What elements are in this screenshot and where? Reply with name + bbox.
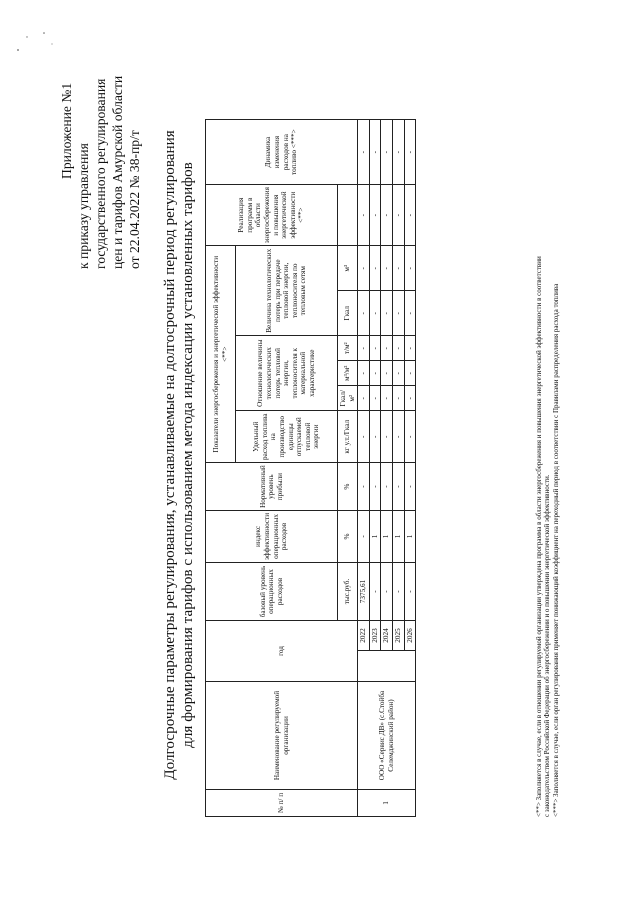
loss-volume-cell: - <box>358 246 370 291</box>
base-cell: - <box>381 563 393 621</box>
ratio-heat-cell: - <box>369 386 381 411</box>
dynamics-cell: - <box>381 120 393 185</box>
profit-cell: - <box>392 463 404 511</box>
appendix-title: Приложение №1 <box>59 82 74 179</box>
profit-cell: - <box>404 463 416 511</box>
loss-heat-cell: - <box>392 291 404 336</box>
loss-heat-cell: - <box>404 291 416 336</box>
profit-cell: - <box>381 463 393 511</box>
ratio-mass-cell: - <box>369 336 381 361</box>
ratio-mass-cell: - <box>392 336 404 361</box>
base-cell: - <box>369 563 381 621</box>
loss-volume-cell: - <box>381 246 393 291</box>
header-fuel-rate: Удельный расход топлива на производство единицы отпускаемой тепловой энергии <box>236 411 338 463</box>
dynamics-cell: - <box>358 120 370 185</box>
ratio-volume-cell: - <box>381 361 393 386</box>
scan-speck <box>51 43 52 44</box>
year-cell: 2023 <box>369 621 381 651</box>
unit-fuel: кг у.т./Гкал <box>338 411 358 463</box>
scan-speck <box>17 49 19 51</box>
header-organization: Наименование регулируемой организации <box>206 682 358 790</box>
fuel-cell: - <box>381 411 393 463</box>
index-cell: 1 <box>369 510 381 562</box>
ratio-volume-cell: - <box>392 361 404 386</box>
year-cell: 2026 <box>404 621 416 651</box>
program-cell: - <box>392 185 404 246</box>
unit-index: % <box>338 510 358 562</box>
dynamics-cell: - <box>404 120 416 185</box>
unit-loss-volume: м³ <box>338 246 358 291</box>
index-cell: 1 <box>404 510 416 562</box>
program-cell: - <box>358 185 370 246</box>
unit-ratio-heat: Гкал/м² <box>338 386 358 411</box>
unit-ratio-volume: м³/м² <box>338 361 358 386</box>
scan-speck <box>26 36 27 37</box>
appendix-ref-line: цен и тарифов Амурской области <box>110 75 125 269</box>
header-profit-level: Нормативный уровень прибыли <box>206 463 338 511</box>
ratio-mass-cell: - <box>358 336 370 361</box>
ratio-volume-cell: - <box>404 361 416 386</box>
header-year: год <box>206 621 358 682</box>
appendix-ref-line: государственного регулирования <box>93 78 108 269</box>
base-cell: - <box>392 563 404 621</box>
dynamics-cell: - <box>392 120 404 185</box>
program-cell: - <box>369 185 381 246</box>
header-base-opex: базовый уровень операционных расходов <box>206 563 338 621</box>
profit-cell: - <box>358 463 370 511</box>
ratio-heat-cell: - <box>392 386 404 411</box>
unit-profit: % <box>338 463 358 511</box>
document-title-line: Долгосрочные параметры регулирования, устанавливаемые на долгосрочный период регулирования <box>161 130 178 780</box>
dynamics-cell: - <box>369 120 381 185</box>
year-cell: 2024 <box>381 621 393 651</box>
ratio-heat-cell: - <box>358 386 370 411</box>
row-organization: ООО «Сервис ДВ» (с.Стойба Селемджинский район) <box>358 682 416 790</box>
footnote-line: с законодательством Российской Федерации об энергосбережении и о повышении энергетической эффективности. <box>543 474 552 817</box>
unit-base: тыс.руб. <box>338 563 358 621</box>
appendix-ref-date: от 22.04.2022 № 38-пр/т <box>127 130 142 269</box>
ratio-heat-cell: - <box>381 386 393 411</box>
ratio-mass-cell: - <box>404 336 416 361</box>
footnote-line: <**> Заполняется в случае, если в отношении регулируемой организации утверждена программа в области энергосбережения и повышения энергетической эффективности в соответствии <box>535 256 543 817</box>
index-cell: - <box>358 510 370 562</box>
header-losses: Величина технологических потерь при передаче тепловой энергии, теплоносителя по тепловым сетям <box>236 246 338 336</box>
program-cell: - <box>404 185 416 246</box>
header-efficiency-index: индекс эффективности операционных расходов <box>206 510 338 562</box>
appendix-ref-line: к приказу управления <box>76 143 91 269</box>
fuel-cell: - <box>392 411 404 463</box>
loss-heat-cell: - <box>381 291 393 336</box>
document-title-line: для формирования тарифов с использованием метода индексации установленных тарифов <box>179 162 196 748</box>
unit-ratio-mass: т/м² <box>338 336 358 361</box>
footnote-line: <***> Заполняется в случае, если орган регулирования применяет понижающий коэффициент на переходный период в соответствии с Правилами распределения расхода топлива <box>551 283 560 817</box>
fuel-cell: - <box>404 411 416 463</box>
index-cell: 1 <box>392 510 404 562</box>
loss-heat-cell: - <box>369 291 381 336</box>
fuel-cell: - <box>369 411 381 463</box>
ratio-mass-cell: - <box>381 336 393 361</box>
ratio-heat-cell: - <box>404 386 416 411</box>
header-losses-ratio: Отношение величины технологических потерь тепловой энергии, теплоносителя к материальной характеристике <box>236 336 338 411</box>
fuel-cell: - <box>358 411 370 463</box>
program-cell: - <box>381 185 393 246</box>
loss-volume-cell: - <box>392 246 404 291</box>
ratio-volume-cell: - <box>358 361 370 386</box>
header-program: Реализация программ в области энергосбережения и повышения энергетической эффективности <**> <box>206 185 338 246</box>
year-cell: 2022 <box>358 621 370 651</box>
unit-loss-heat: Гкал <box>338 291 358 336</box>
header-fuel-dynamics: Динамика изменения расходов на топливо <***> <box>206 120 358 185</box>
year-cell: 2025 <box>392 621 404 651</box>
base-cell: - <box>404 563 416 621</box>
base-cell: 7375,61 <box>358 563 370 621</box>
loss-volume-cell: - <box>369 246 381 291</box>
row-number: 1 <box>358 790 416 817</box>
loss-volume-cell: - <box>404 246 416 291</box>
loss-heat-cell: - <box>358 291 370 336</box>
header-number: № п/ п <box>206 790 358 817</box>
ratio-volume-cell: - <box>369 361 381 386</box>
index-cell: 1 <box>381 510 393 562</box>
profit-cell: - <box>369 463 381 511</box>
header-energy-saving-group: Показатели энергосбережения и энергетической эффективности <**> <box>206 246 236 463</box>
scan-speck <box>43 32 45 34</box>
